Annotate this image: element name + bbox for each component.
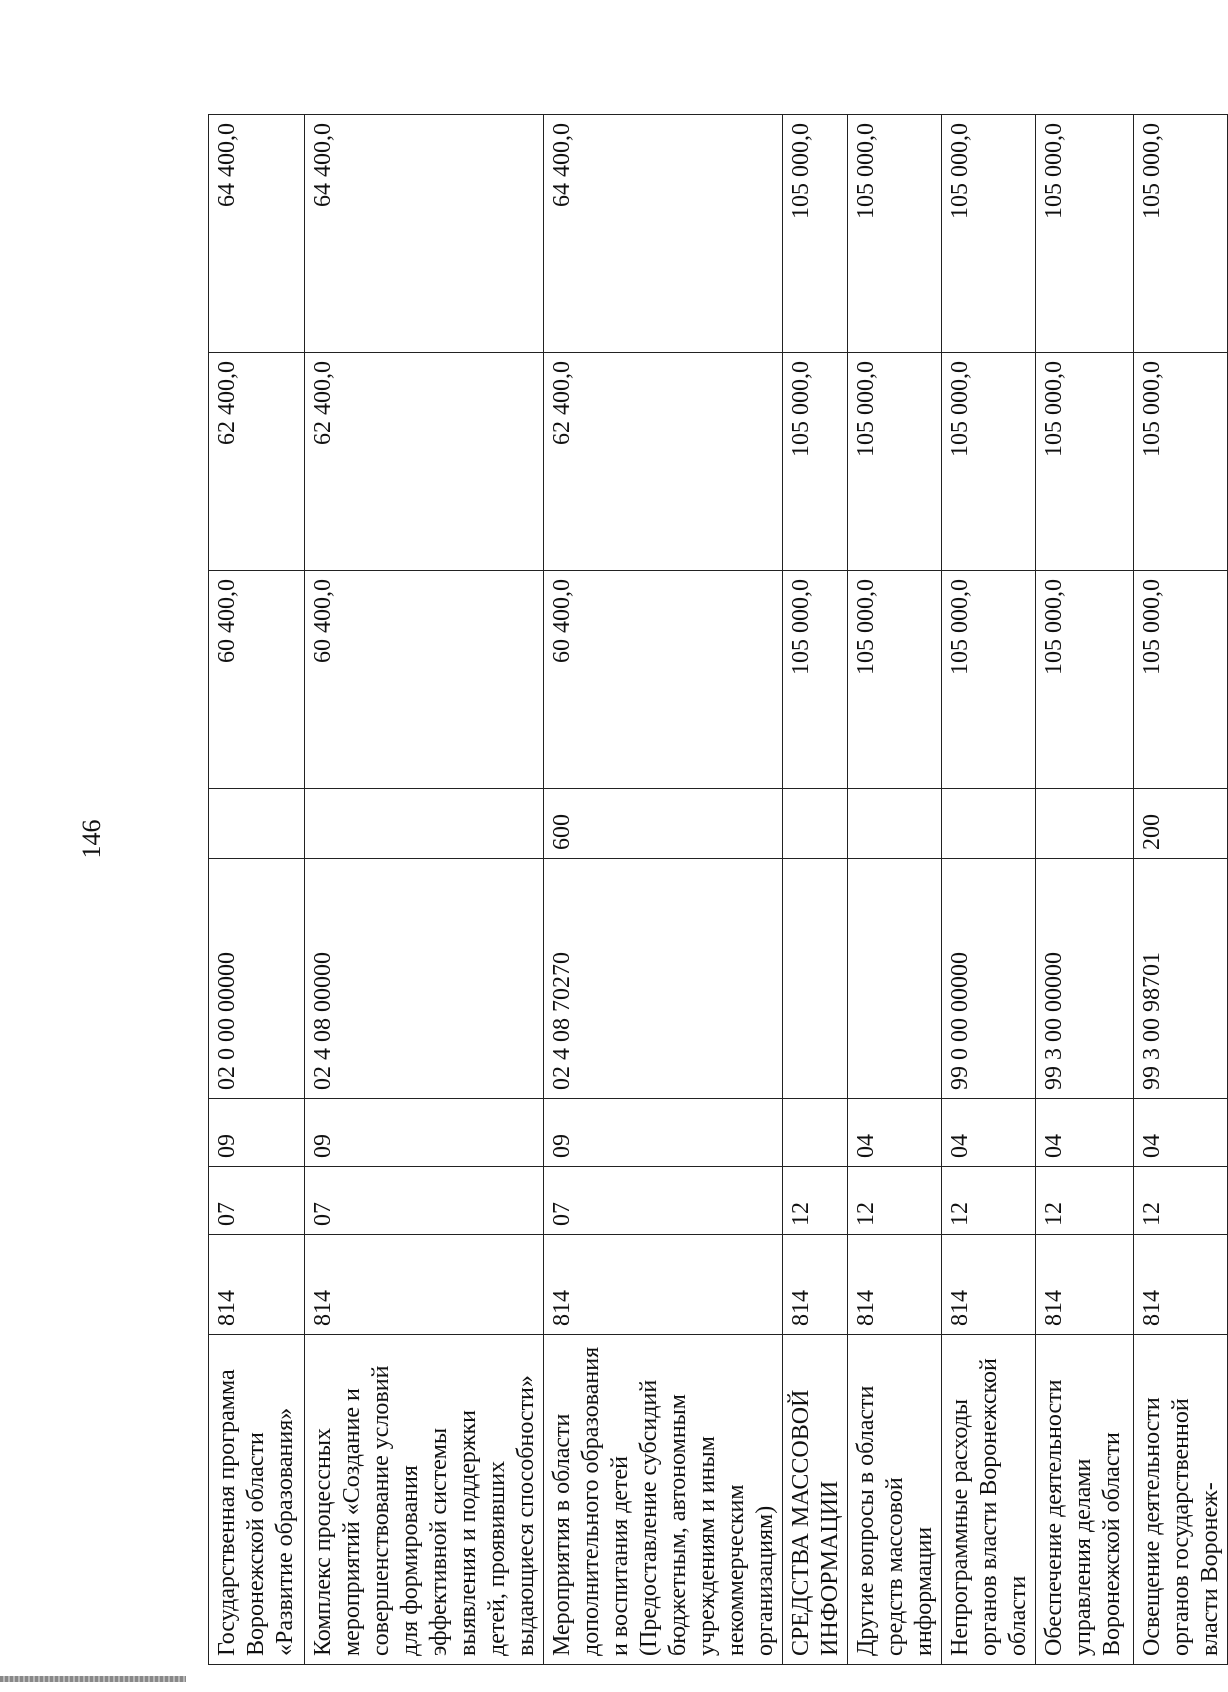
table-row xyxy=(305,115,544,1665)
table-row xyxy=(544,115,783,1665)
row-expense-type xyxy=(942,789,1036,859)
row-grbs: 814 xyxy=(1036,1235,1134,1335)
row-amount-year1: 60 400,0 xyxy=(544,571,783,789)
row-amount-year3: 64 400,0 xyxy=(305,115,544,353)
scan-edge-mark xyxy=(0,1676,186,1682)
row-name: Комплекс процессных мероприятий «Создание и совершенствование условий для формирования эффективной системы выявления и поддержки детей, проявивших выдающиеся способности» xyxy=(305,1335,544,1665)
row-expense-type xyxy=(1036,789,1134,859)
row-amount-year1: 60 400,0 xyxy=(209,571,305,789)
table-row xyxy=(848,115,942,1665)
row-amount-year2: 62 400,0 xyxy=(544,353,783,571)
row-section: 12 xyxy=(783,1167,848,1235)
row-target-article xyxy=(783,859,848,1099)
row-amount-year2: 105 000,0 xyxy=(942,353,1036,571)
row-subsection xyxy=(783,1099,848,1167)
row-amount-year3: 105 000,0 xyxy=(1036,115,1134,353)
row-amount-year2: 62 400,0 xyxy=(209,353,305,571)
row-grbs: 814 xyxy=(942,1235,1036,1335)
table-row xyxy=(783,115,848,1665)
row-name: Освещение деятельности органов государственной власти Воронеж- xyxy=(1134,1335,1228,1665)
row-section: 07 xyxy=(544,1167,783,1235)
row-section: 07 xyxy=(305,1167,544,1235)
row-section: 12 xyxy=(1036,1167,1134,1235)
row-name: Непрограммные расходы органов власти Воронежской области xyxy=(942,1335,1036,1665)
row-target-article xyxy=(848,859,942,1099)
row-amount-year1: 105 000,0 xyxy=(1036,571,1134,789)
row-grbs: 814 xyxy=(1134,1235,1228,1335)
row-name: СРЕДСТВА МАССОВОЙ ИНФОРМАЦИИ xyxy=(783,1335,848,1665)
row-section: 07 xyxy=(209,1167,305,1235)
row-target-article: 99 0 00 00000 xyxy=(942,859,1036,1099)
row-amount-year3: 105 000,0 xyxy=(1134,115,1228,353)
row-subsection: 09 xyxy=(544,1099,783,1167)
row-name: Государственная программа Воронежской области «Развитие образования» xyxy=(209,1335,305,1665)
row-subsection: 09 xyxy=(209,1099,305,1167)
row-expense-type xyxy=(305,789,544,859)
budget-table xyxy=(208,114,1228,1665)
row-amount-year1: 105 000,0 xyxy=(1134,571,1228,789)
row-subsection: 09 xyxy=(305,1099,544,1167)
row-expense-type xyxy=(848,789,942,859)
row-name: Мероприятия в области дополнительного образования и воспитания детей (Предоставление субсидий бюджетным, автономным учреждениям и иным некоммерческим организациям) xyxy=(544,1335,783,1665)
row-section: 12 xyxy=(942,1167,1036,1235)
row-section: 12 xyxy=(848,1167,942,1235)
row-subsection: 04 xyxy=(1036,1099,1134,1167)
row-subsection: 04 xyxy=(942,1099,1036,1167)
row-amount-year1: 105 000,0 xyxy=(848,571,942,789)
table-row xyxy=(942,115,1036,1665)
rotated-table-wrapper xyxy=(208,115,1223,1665)
row-amount-year2: 105 000,0 xyxy=(783,353,848,571)
row-amount-year2: 105 000,0 xyxy=(848,353,942,571)
row-grbs: 814 xyxy=(848,1235,942,1335)
row-target-article: 02 0 00 00000 xyxy=(209,859,305,1099)
row-name: Обеспечение деятельности управления делами Воронежской области xyxy=(1036,1335,1134,1665)
row-grbs: 814 xyxy=(209,1235,305,1335)
row-amount-year3: 64 400,0 xyxy=(544,115,783,353)
table-row xyxy=(209,115,305,1665)
row-grbs: 814 xyxy=(544,1235,783,1335)
table-row xyxy=(1134,115,1228,1665)
row-name: Другие вопросы в области средств массовой информации xyxy=(848,1335,942,1665)
row-amount-year1: 105 000,0 xyxy=(942,571,1036,789)
row-subsection: 04 xyxy=(848,1099,942,1167)
row-amount-year1: 105 000,0 xyxy=(783,571,848,789)
row-grbs: 814 xyxy=(305,1235,544,1335)
page-number: 146 xyxy=(77,819,106,859)
row-amount-year3: 105 000,0 xyxy=(942,115,1036,353)
row-target-article: 02 4 08 00000 xyxy=(305,859,544,1099)
row-target-article: 02 4 08 70270 xyxy=(544,859,783,1099)
row-amount-year2: 105 000,0 xyxy=(1134,353,1228,571)
row-grbs: 814 xyxy=(783,1235,848,1335)
row-amount-year3: 105 000,0 xyxy=(783,115,848,353)
row-amount-year3: 105 000,0 xyxy=(848,115,942,353)
table-row xyxy=(1036,115,1134,1665)
row-expense-type xyxy=(783,789,848,859)
row-expense-type: 200 xyxy=(1134,789,1228,859)
row-target-article: 99 3 00 00000 xyxy=(1036,859,1134,1099)
row-amount-year1: 60 400,0 xyxy=(305,571,544,789)
row-target-article: 99 3 00 98701 xyxy=(1134,859,1228,1099)
row-expense-type xyxy=(209,789,305,859)
row-amount-year3: 64 400,0 xyxy=(209,115,305,353)
row-amount-year2: 62 400,0 xyxy=(305,353,544,571)
row-amount-year2: 105 000,0 xyxy=(1036,353,1134,571)
row-expense-type: 600 xyxy=(544,789,783,859)
row-subsection: 04 xyxy=(1134,1099,1228,1167)
row-section: 12 xyxy=(1134,1167,1228,1235)
